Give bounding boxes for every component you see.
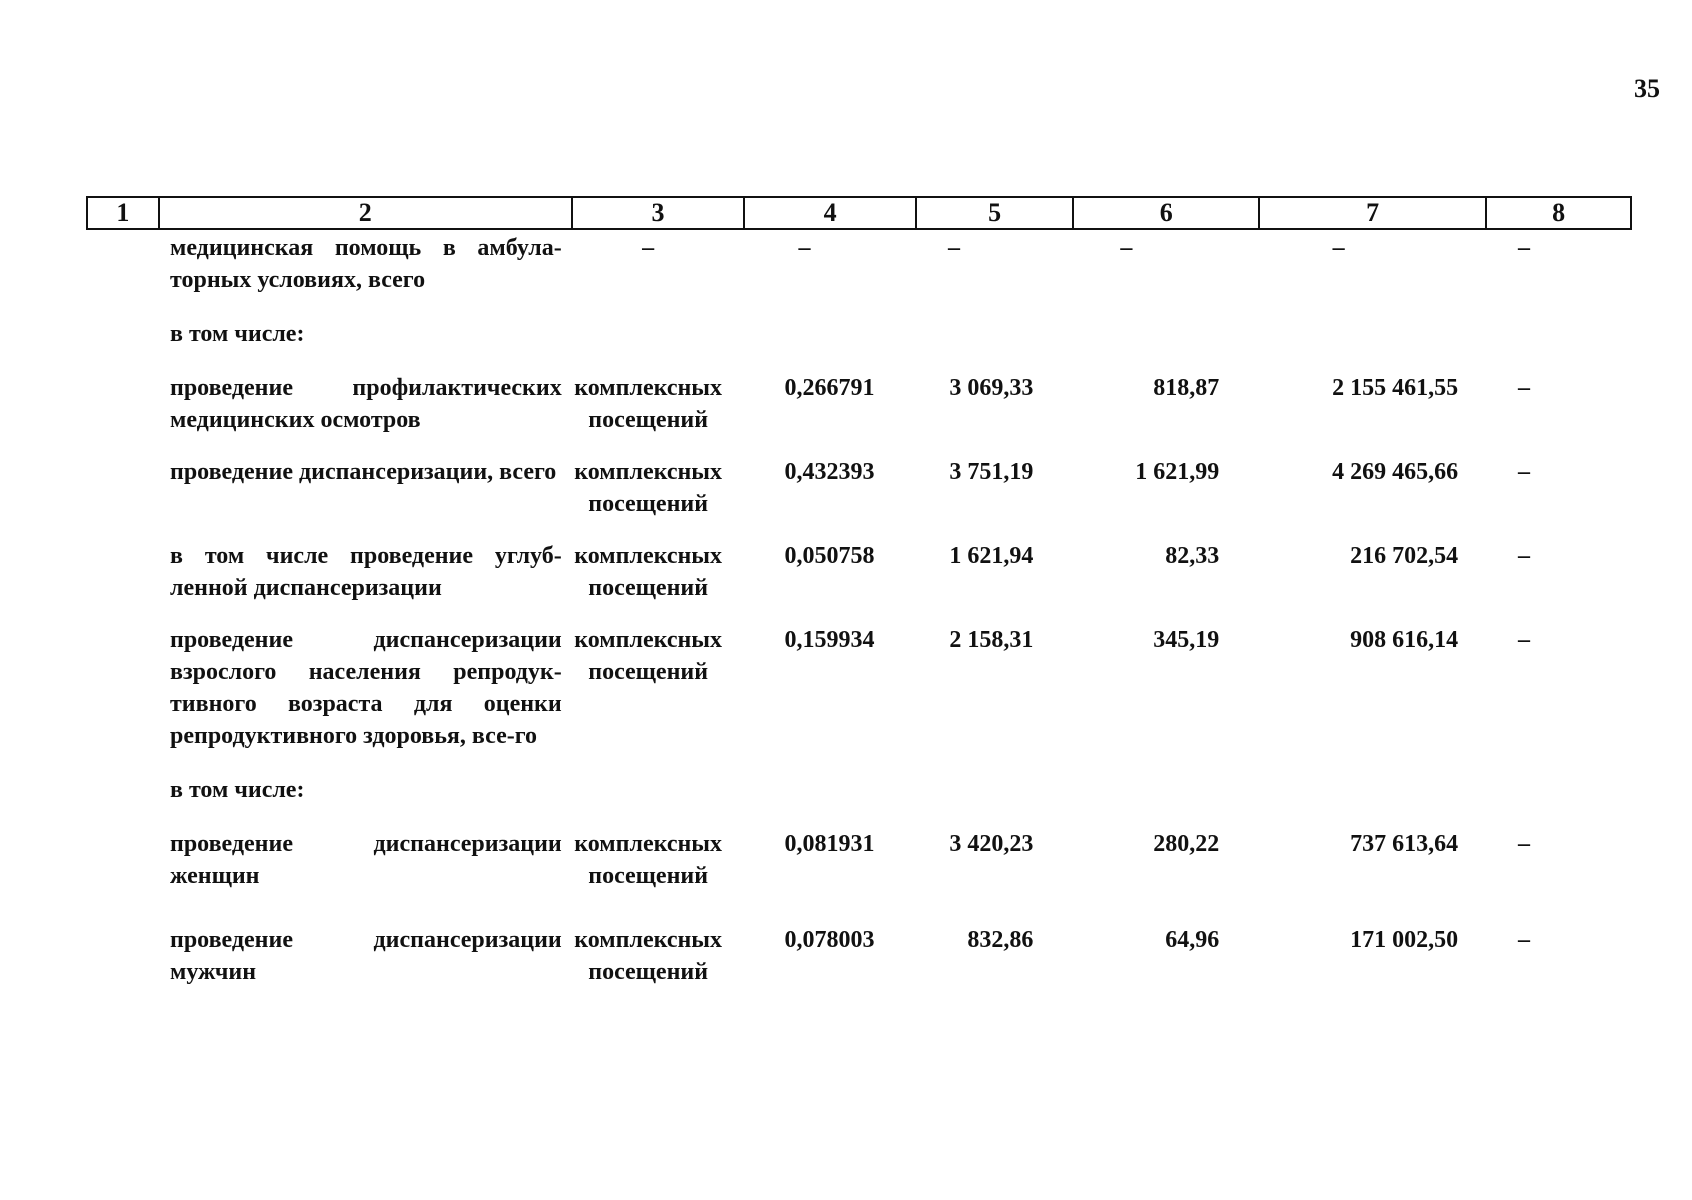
row-value-4: 0,078003 [784, 927, 875, 953]
row-value-6: 1 621,99 [1135, 459, 1220, 485]
row-value-6: 82,33 [1165, 543, 1220, 569]
row-value-8: – [1518, 627, 1531, 653]
column-number-2: 2 [160, 198, 573, 228]
row-name: в том числе проведение углуб-ленной диспансеризации [170, 543, 562, 601]
row-unit: комплексных посещений [574, 627, 723, 685]
table-row [170, 924, 1590, 988]
row-name: медицинская помощь в амбула-торных условиях, всего [170, 235, 562, 293]
row-value-4: 0,266791 [784, 375, 875, 401]
row-value-8: – [1518, 235, 1531, 261]
row-unit: комплексных посещений [574, 459, 723, 517]
row-value-4: 0,159934 [784, 627, 875, 653]
row-unit: комплексных посещений [574, 831, 723, 889]
row-name: проведение диспансеризации мужчин [170, 927, 562, 985]
row-value-4: – [798, 235, 811, 261]
column-number-4: 4 [745, 198, 917, 228]
table-row [170, 232, 1590, 296]
row-value-4: 0,432393 [784, 459, 875, 485]
table-row [170, 828, 1590, 892]
row-unit: комплексных посещений [574, 375, 723, 433]
row-value-5: 3 751,19 [949, 459, 1034, 485]
row-value-5: 3 069,33 [949, 375, 1034, 401]
row-value-7: 171 002,50 [1350, 927, 1459, 953]
row-value-5: 1 621,94 [949, 543, 1034, 569]
row-value-7: 2 155 461,55 [1332, 375, 1459, 401]
row-value-8: – [1518, 831, 1531, 857]
table-row [170, 624, 1590, 752]
column-number-header [86, 196, 1632, 230]
row-name: проведение диспансеризации взрослого населения репродук-тивного возраста для оценки репродуктивного здоровья, все-го [170, 627, 562, 749]
row-name: проведение диспансеризации женщин [170, 831, 562, 889]
row-value-5: 832,86 [967, 927, 1034, 953]
table-body [170, 232, 1590, 988]
column-number-3: 3 [573, 198, 746, 228]
row-value-6: 345,19 [1153, 627, 1220, 653]
subheading: в том числе: [170, 321, 305, 347]
column-number-8: 8 [1552, 198, 1566, 227]
table-row [170, 540, 1590, 604]
column-number-5: 5 [917, 198, 1075, 228]
row-value-6: – [1120, 235, 1133, 261]
row-value-5: – [947, 235, 960, 261]
row-name: проведение диспансеризации, всего [170, 459, 557, 485]
row-value-4: 0,081931 [784, 831, 875, 857]
row-value-7: 4 269 465,66 [1332, 459, 1459, 485]
table-row [170, 456, 1590, 520]
column-number-7: 7 [1260, 198, 1487, 228]
row-unit: комплексных посещений [574, 543, 723, 601]
row-value-5: 2 158,31 [949, 627, 1034, 653]
row-value-4: 0,050758 [784, 543, 875, 569]
column-number-1: 1 [88, 198, 160, 228]
row-value-8: – [1518, 543, 1531, 569]
row-value-6: 280,22 [1153, 831, 1220, 857]
row-value-6: 64,96 [1165, 927, 1220, 953]
table-row [170, 372, 1590, 436]
row-name: проведение профилактических медицинских осмотров [170, 375, 562, 433]
row-value-8: – [1518, 927, 1531, 953]
row-unit: комплексных посещений [574, 927, 723, 985]
page-number: 35 [1634, 74, 1660, 103]
row-value-7: 737 613,64 [1350, 831, 1459, 857]
row-value-6: 818,87 [1153, 375, 1220, 401]
subheading: в том числе: [170, 777, 305, 803]
row-value-7: 216 702,54 [1350, 543, 1459, 569]
row-value-5: 3 420,23 [949, 831, 1034, 857]
row-value-7: – [1332, 235, 1345, 261]
row-value-8: – [1518, 375, 1531, 401]
row-value-7: 908 616,14 [1350, 627, 1459, 653]
row-value-8: – [1518, 459, 1531, 485]
column-number-6: 6 [1074, 198, 1260, 228]
row-unit: – [642, 235, 655, 261]
